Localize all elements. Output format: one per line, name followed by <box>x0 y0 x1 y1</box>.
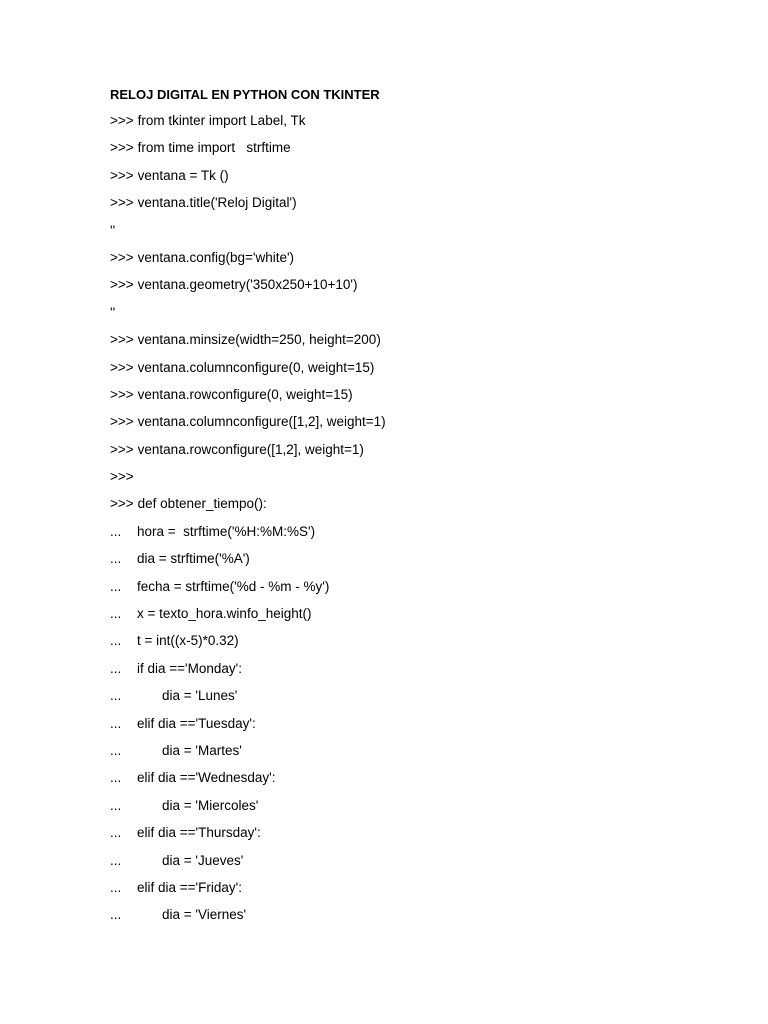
code-line <box>110 221 730 248</box>
code-line <box>110 522 730 549</box>
code-line-prompt: >>> <box>110 359 134 375</box>
code-line <box>110 796 730 823</box>
code-line-text: elif dia =='Tuesday': <box>137 715 256 731</box>
code-line <box>110 686 730 713</box>
code-line-text: ventana.geometry('350x250+10+10') <box>137 277 358 293</box>
code-line-text: x = texto_hora.winfo_height() <box>137 606 312 622</box>
code-line-prompt: '' <box>110 222 116 238</box>
code-line-text: dia = strftime('%A') <box>137 551 250 567</box>
code-line-text: from tkinter import Label, Tk <box>137 113 306 128</box>
code-line-text: dia = 'Miercoles' <box>162 797 259 813</box>
code-line-prompt: >>> <box>110 496 134 512</box>
code-line <box>110 549 730 576</box>
code-line <box>110 851 730 878</box>
code-line <box>110 741 730 768</box>
code-line-text: ventana.config(bg='white') <box>137 249 295 265</box>
code-line-prompt: >>> <box>110 386 134 402</box>
code-line-prompt: ... <box>110 770 122 786</box>
code-line <box>110 878 730 905</box>
code-line-text: elif dia =='Friday': <box>137 879 242 895</box>
code-line <box>110 768 730 795</box>
document-content <box>110 85 730 927</box>
code-line-text: def obtener_tiempo(): <box>137 496 267 512</box>
code-line-prompt: '' <box>110 304 116 320</box>
code-listing <box>110 111 730 933</box>
code-line-prompt: >>> <box>110 441 134 457</box>
code-line-prompt: ... <box>110 688 122 704</box>
code-line-text: ventana.columnconfigure(0, weight=15) <box>137 359 375 375</box>
code-line <box>110 358 730 385</box>
code-line-text: ventana = Tk () <box>137 167 229 183</box>
code-line-prompt: ... <box>110 852 122 868</box>
code-line-prompt: >>> <box>110 277 134 293</box>
code-line-prompt: ... <box>110 633 122 649</box>
code-line-prompt: ... <box>110 660 122 676</box>
code-line-prompt: >>> <box>110 113 134 128</box>
code-line <box>110 823 730 850</box>
code-line-text: t = int((x-5)*0.32) <box>137 633 239 649</box>
code-line-prompt: ... <box>110 879 122 895</box>
code-line-text: elif dia =='Wednesday': <box>137 770 276 786</box>
code-line-text: fecha = strftime('%d - %m - %y') <box>137 578 330 594</box>
code-line <box>110 631 730 658</box>
code-line-prompt: >>> <box>110 195 134 211</box>
code-line <box>110 330 730 357</box>
code-line-text: from time import strftime <box>137 140 291 156</box>
code-line-prompt: >>> <box>110 249 134 265</box>
code-line <box>110 412 730 439</box>
code-line-prompt: >>> <box>110 414 134 430</box>
code-line-prompt: ... <box>110 606 122 622</box>
code-line-text: dia = 'Jueves' <box>162 852 244 868</box>
code-line <box>110 111 730 138</box>
code-line-prompt: ... <box>110 523 122 539</box>
code-line-text: ventana.minsize(width=250, height=200) <box>137 332 381 348</box>
document-title: RELOJ DIGITAL EN PYTHON CON TKINTER <box>110 87 380 102</box>
code-line <box>110 714 730 741</box>
code-line-text: dia = 'Viernes' <box>162 907 247 923</box>
code-line <box>110 905 730 932</box>
code-line-text: hora = strftime('%H:%M:%S') <box>137 523 316 539</box>
code-line-prompt: >>> <box>110 469 134 485</box>
code-line-prompt: ... <box>110 825 122 841</box>
code-line-prompt: ... <box>110 578 122 594</box>
code-line <box>110 385 730 412</box>
code-line <box>110 577 730 604</box>
code-line-text: dia = 'Lunes' <box>162 688 238 704</box>
code-line-prompt: ... <box>110 797 122 813</box>
code-line-prompt: ... <box>110 742 122 758</box>
code-line-prompt: >>> <box>110 140 134 156</box>
code-line-prompt: >>> <box>110 332 134 348</box>
code-line <box>110 166 730 193</box>
code-line <box>110 604 730 631</box>
code-line <box>110 659 730 686</box>
code-line-text: dia = 'Martes' <box>162 742 242 758</box>
code-line <box>110 275 730 302</box>
code-line <box>110 193 730 220</box>
code-line-prompt: ... <box>110 907 122 923</box>
code-line-text: ventana.rowconfigure([1,2], weight=1) <box>137 441 364 457</box>
code-line <box>110 467 730 494</box>
code-line-text: elif dia =='Thursday': <box>137 825 261 841</box>
code-line-prompt: ... <box>110 715 122 731</box>
code-line <box>110 248 730 275</box>
code-line <box>110 138 730 165</box>
code-line <box>110 494 730 521</box>
code-line-text: ventana.title('Reloj Digital') <box>137 195 297 211</box>
code-line-text: ventana.rowconfigure(0, weight=15) <box>137 386 353 402</box>
code-line <box>110 303 730 330</box>
code-line-text: ventana.columnconfigure([1,2], weight=1) <box>137 414 386 430</box>
code-line-prompt: ... <box>110 551 122 567</box>
code-line-prompt: >>> <box>110 167 134 183</box>
code-line <box>110 440 730 467</box>
code-line-text: if dia =='Monday': <box>137 660 242 676</box>
